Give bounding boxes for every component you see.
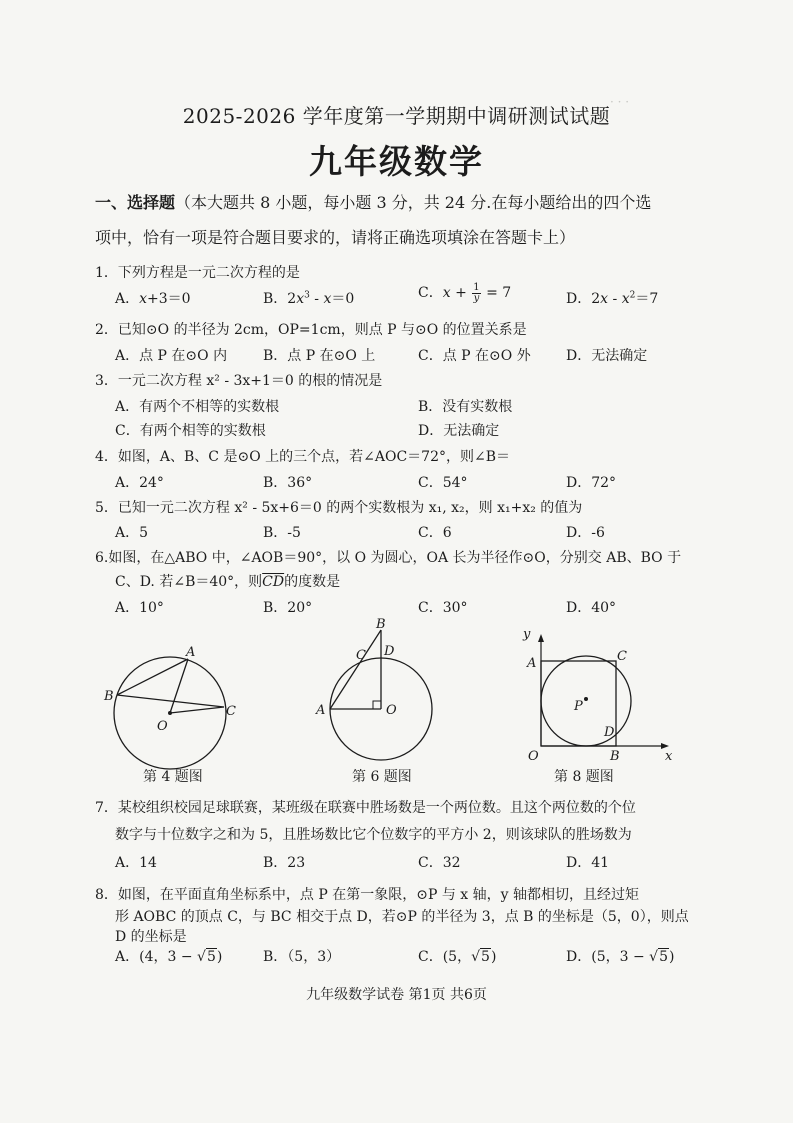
q2-option-a: A．点 P 在⊙O 内 [115,348,228,364]
q8-stem-1: 8．如图，在平面直角坐标系中，点 P 在第一象限，⊙P 与 x 轴，y 轴都相切，且经过矩 [95,887,639,903]
q1-option-a: A．x+3＝0 [115,291,191,307]
fig8-label-o: O [528,749,539,764]
q1-stem: 1．下列方程是一元二次方程的是 [95,265,300,281]
fig6-label-d: D [384,644,395,659]
q5-stem: 5．已知一元二次方程 x² - 5x+6＝0 的两个实数根为 x₁, x₂，则 x₁+x₂ 的值为 [95,500,583,516]
fig6-right-angle [373,701,381,709]
section-instruction-1: （本大题共 8 小题，每小题 3 分，共 24 分.在每小题给出的四个选 [175,193,652,212]
q1-option-d: D．$2x - x^2=7$ [566,290,659,307]
fig8-center-dot [584,697,588,701]
q7-option-a: A．14 [115,855,157,871]
q8-stem-3: D 的坐标是 [115,929,187,945]
q8-stem-2: 形 AOBC 的顶点 C，与 BC 相交于点 D，若⊙P 的半径为 3，点 B 的坐标是（5，0），则点 [115,909,689,925]
q3-stem: 3．一元二次方程 x² - 3x+1＝0 的根的情况是 [95,373,383,389]
q8-option-b: B．（5，3） [263,949,341,965]
subject-title: 九年级数学 [309,142,484,181]
q2-stem: 2．已知⊙O 的半径为 2cm，OP=1cm，则点 P 与⊙O 的位置关系是 [95,322,527,338]
q6-option-a: A．10° [115,600,164,616]
q3-option-c: C．有两个相等的实数根 [115,423,266,439]
q7-option-d: D．41 [566,855,610,871]
section-instruction-2: 项中，恰有一项是符合题目要求的，请将正确选项填涂在答题卡上） [95,228,576,247]
q8-option-a: A．(4，3 − √5) [115,949,223,965]
q4-stem: 4．如图，A、B、C 是⊙O 上的三个点，若∠AOC＝72°，则∠B＝ [95,449,510,465]
q2-option-b: B．点 P 在⊙O 上 [263,348,376,364]
q5-option-c: C．6 [418,525,452,541]
fig4-label-o: O [157,719,168,734]
fig8-caption: 第 8 题图 [554,769,614,785]
q4-option-c: C．54° [418,475,468,491]
q5-option-d: D．-6 [566,525,605,541]
q7-option-c: C．32 [418,855,461,871]
q3-option-a: A．有两个不相等的实数根 [115,399,280,415]
fig4-label-c: C [226,704,236,719]
q8-option-d: D．(5，3 − √5) [566,949,675,965]
fig4-center-dot [168,711,172,715]
q2-option-c: C．点 P 在⊙O 外 [418,348,531,364]
q2-option-d: D．无法确定 [566,348,648,364]
fig4-line-bc [117,695,224,707]
q6-option-c: C．30° [418,600,468,616]
bleed-through: · · · [610,95,630,109]
fig8-label-d: D [604,725,615,740]
fig4-label-a: A [186,645,196,660]
fig6-label-a: A [316,703,326,718]
q6-option-d: D．40° [566,600,617,616]
q4-option-a: A．24° [115,475,164,491]
q6-stem-2: C、D. 若∠B＝40°，则$\overline{CD}$的度数是 [115,574,341,590]
fig8-label-p: P [574,699,583,714]
q5-option-b: B．-5 [263,525,301,541]
fig4-label-b: B [104,689,114,704]
q6-option-b: B．20° [263,600,313,616]
fig6-label-c: C [356,648,366,663]
q7-stem-2: 数字与十位数字之和为 5，且胜场数比它个位数字的平方小 2，则该球队的胜场数为 [115,827,632,843]
q5-option-a: A．5 [115,525,149,541]
section-label: 一、选择题 [95,193,176,212]
fig6-label-o: O [386,703,397,718]
fig8-label-x: x [665,749,673,764]
figure-6 [312,615,442,765]
fig8-label-c: C [617,649,627,664]
arc-cd: $\overline{CD}$ [262,574,285,590]
q6-stem-1: 6.如图，在△ABO 中，∠AOB＝90°，以 O 为圆心，OA 长为半径作⊙O，分别交 AB、BO 于 [95,550,682,566]
figure-8 [515,628,675,768]
fig4-line-oc [170,707,224,713]
fig6-label-b: B [376,617,386,632]
exam-title: 2025-2026 学年度第一学期期中调研测试试题 [182,104,611,128]
section-heading [95,190,651,213]
fig8-y-arrow [538,634,544,642]
q4-option-d: D．72° [566,475,617,491]
q3-option-d: D．无法确定 [418,423,500,439]
fig6-caption: 第 6 题图 [352,769,412,785]
page-footer: 九年级数学试卷 第1页 共6页 [306,987,487,1003]
q4-option-b: B．36° [263,475,313,491]
q8-option-c: C．(5，√5) [418,949,497,965]
fig8-label-y: y [523,628,531,642]
fig8-label-a: A [527,656,537,671]
q7-stem-1: 7．某校组织校园足球联赛，某班级在联赛中胜场数是一个两位数。且这个两位数的个位 [95,800,636,816]
fig8-label-b: B [610,749,620,764]
q1-option-c: C．x + $\frac{1}{y}$ = 7 [418,281,512,304]
q7-option-b: B．23 [263,855,306,871]
fig4-caption: 第 4 题图 [143,769,203,785]
fig6-line-ab [330,630,381,709]
q1-option-b: B．$2x^3 - x=0$ [263,290,355,307]
q3-option-b: B．没有实数根 [418,399,513,415]
figure-4 [95,640,285,770]
